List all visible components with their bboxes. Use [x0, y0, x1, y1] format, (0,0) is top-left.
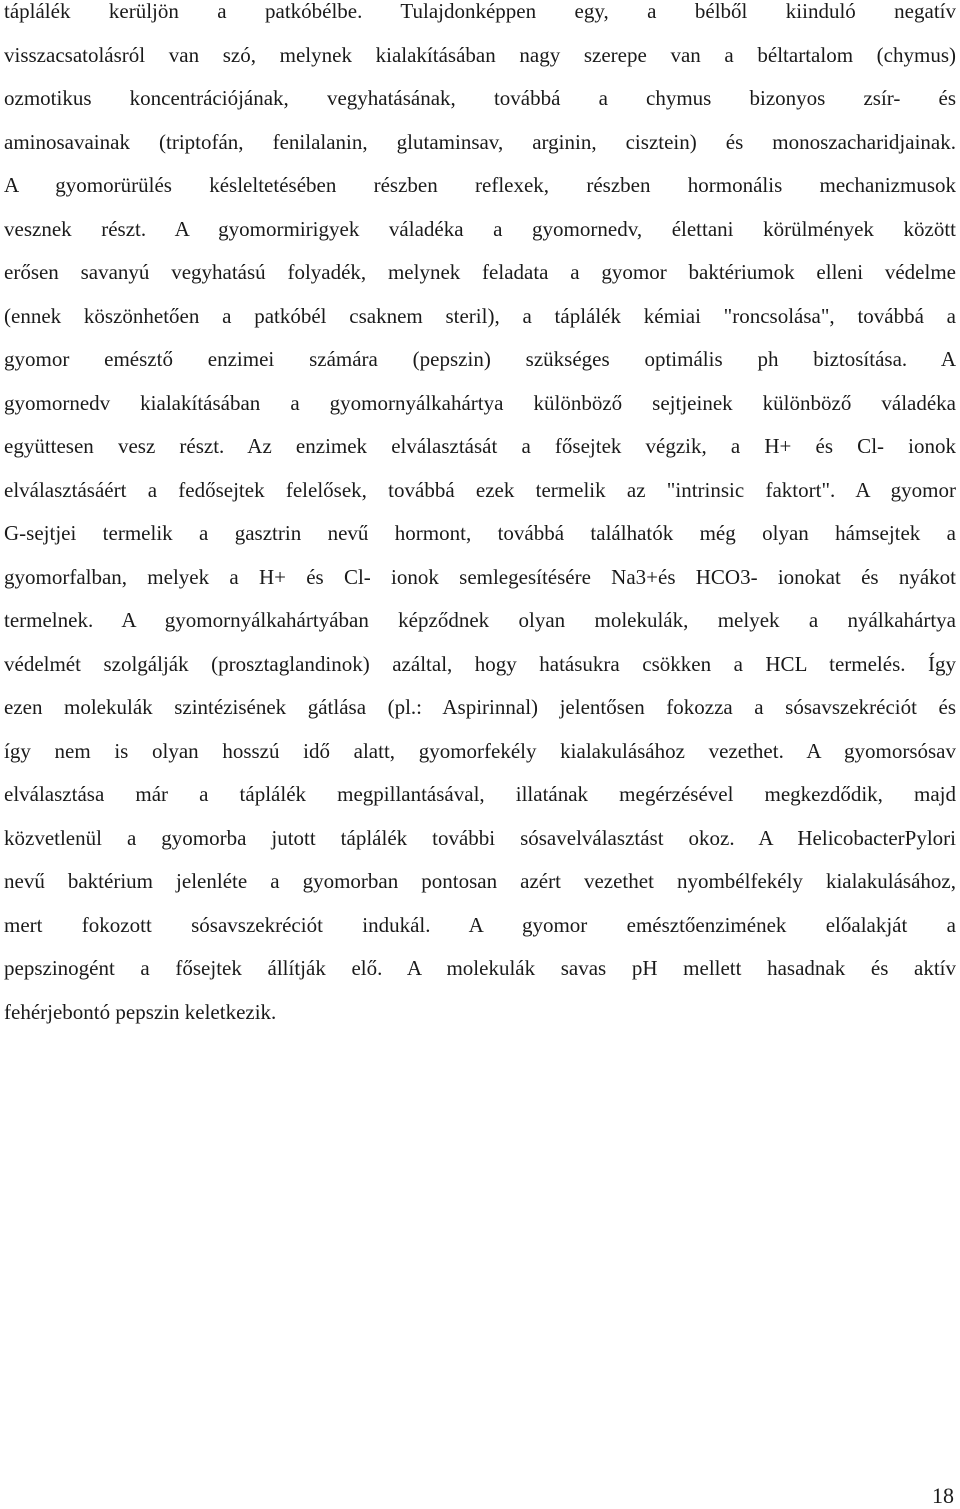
- text-line: erősen savanyú vegyhatású folyadék, melynek feladata a gyomor baktériumok elleni védelme: [4, 260, 956, 284]
- text-line: A gyomorürülés késleltetésében részben reflexek, részben hormonális mechanizmusok: [4, 173, 956, 197]
- text-line-last: fehérjebontó pepszin keletkezik.: [4, 999, 277, 1024]
- text-line: (ennek köszönhetően a patkóbél csaknem steril), a táplálék kémiai "roncsolása", továbbá a: [4, 303, 956, 328]
- text-line: együttesen vesz részt. Az enzimek elválasztását a fősejtek végzik, a H+ és Cl- ionok: [4, 434, 956, 458]
- text-line: G-sejtjei termelik a gasztrin nevű hormont, továbbá találhatók még olyan hámsejtek a: [4, 521, 956, 545]
- text-line: mert fokozott sósavszekréciót indukál. A gyomor emésztőenzimének előalakját a: [4, 912, 956, 937]
- text-line: gyomornedv kialakításában a gyomornyálkahártya különböző sejtjeinek különböző váladéka: [4, 390, 956, 415]
- text-line: gyomor emésztő enzimei számára (pepszin) szükséges optimális ph biztosítása. A: [4, 347, 956, 371]
- text-line: védelmét szolgálják (prosztaglandinok) azáltal, hogy hatásukra csökken a HCL termelés. Így: [4, 651, 956, 676]
- text-line: elválasztása már a táplálék megpillantásával, illatának megérzésével megkezdődik, majd: [4, 782, 956, 806]
- text-line: ozmotikus koncentrációjának, vegyhatásának, továbbá a chymus bizonyos zsír- és: [4, 86, 956, 110]
- text-line: termelnek. A gyomornyálkahártyában képződnek olyan molekulák, melyek a nyálkahártya: [4, 608, 956, 632]
- text-line: pepszinogént a fősejtek állítják elő. A molekulák savas pH mellett hasadnak és aktív: [4, 956, 956, 980]
- text-line: aminosavainak (triptofán, fenilalanin, glutaminsav, arginin, cisztein) és monoszacharidjainak.: [4, 129, 956, 154]
- text-line: vesznek részt. A gyomormirigyek váladéka a gyomornedv, élettani körülmények között: [4, 216, 956, 241]
- text-line: elválasztásáért a fedősejtek felelősek, továbbá ezek termelik az "intrinsic faktort". A gyomor: [4, 477, 956, 502]
- text-line: közvetlenül a gyomorba jutott táplálék további sósavelválasztást okoz. A HelicobacterPylori: [4, 825, 956, 850]
- text-line: nevű baktérium jelenléte a gyomorban pontosan azért vezethet nyombélfekély kialakulásához,: [4, 869, 956, 893]
- document-body: [4, 0, 956, 1034]
- text-line: táplálék kerüljön a patkóbélbe. Tulajdonképpen egy, a bélből kiinduló negatív: [4, 0, 956, 23]
- text-line: így nem is olyan hosszú idő alatt, gyomorfekély kialakulásához vezethet. A gyomorsósav: [4, 738, 956, 763]
- page-number: 18: [932, 1483, 954, 1508]
- text-line: visszacsatolásról van szó, melynek kialakításában nagy szerepe van a béltartalom (chymus): [4, 42, 956, 67]
- text-line: gyomorfalban, melyek a H+ és Cl- ionok semlegesítésére Na3+és HCO3- ionokat és nyákot: [4, 564, 956, 589]
- text-line: ezen molekulák szintézisének gátlása (pl.: Aspirinnal) jelentősen fokozza a sósavszekréciót és: [4, 695, 956, 719]
